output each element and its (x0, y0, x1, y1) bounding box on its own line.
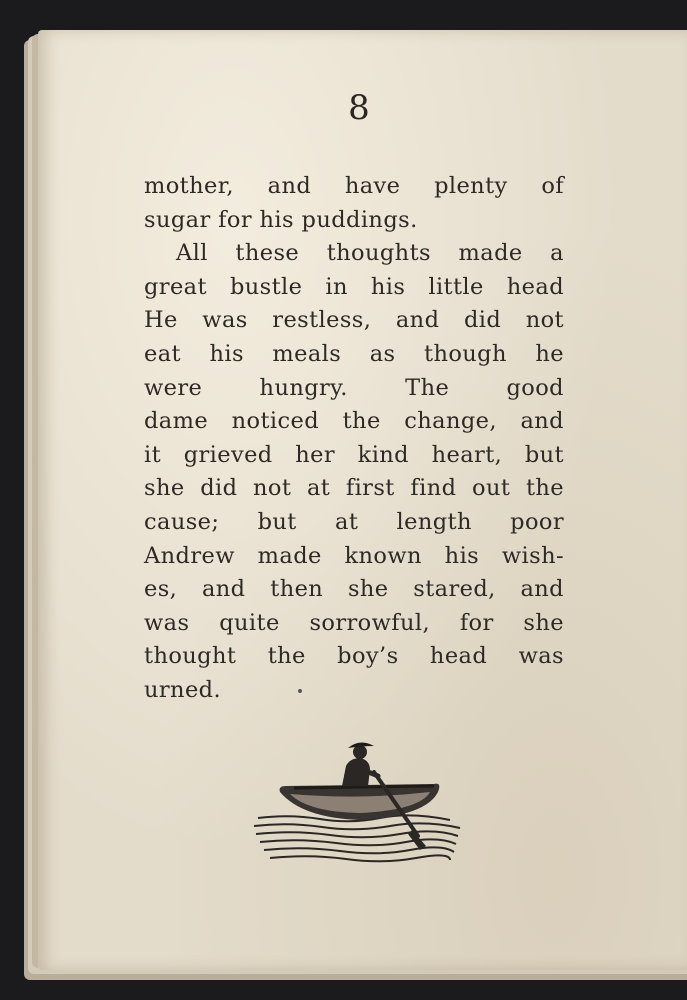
text-line: All these thoughts made a (176, 240, 564, 267)
text-line: mother, and have plenty of (144, 173, 564, 199)
ink-speck (298, 689, 302, 693)
rowboat-woodcut-icon (250, 740, 465, 870)
text-line: were hungry. The good (144, 374, 564, 401)
body-text (144, 170, 564, 708)
page-number: 8 (348, 88, 370, 128)
text-line: sugar for his puddings. (144, 206, 418, 233)
text-line: urned. (144, 676, 222, 703)
text-line: eat his meals as though he (144, 340, 564, 367)
text-line: was quite sorrowful, for she (144, 609, 564, 636)
text-line: great bustle in his little head (144, 273, 564, 300)
text-line: He was restless, and did not (144, 307, 564, 334)
text-line: cause; but at length poor (144, 508, 564, 535)
text-line: es, and then she stared, and (144, 576, 564, 603)
text-line: dame noticed the change, and (144, 408, 564, 435)
text-line: Andrew made known his wish- (144, 542, 564, 569)
text-line: she did not at first find out the (144, 475, 564, 502)
text-line: thought the boy’s head was (144, 643, 564, 670)
text-line: it grieved her kind heart, but (144, 441, 564, 468)
